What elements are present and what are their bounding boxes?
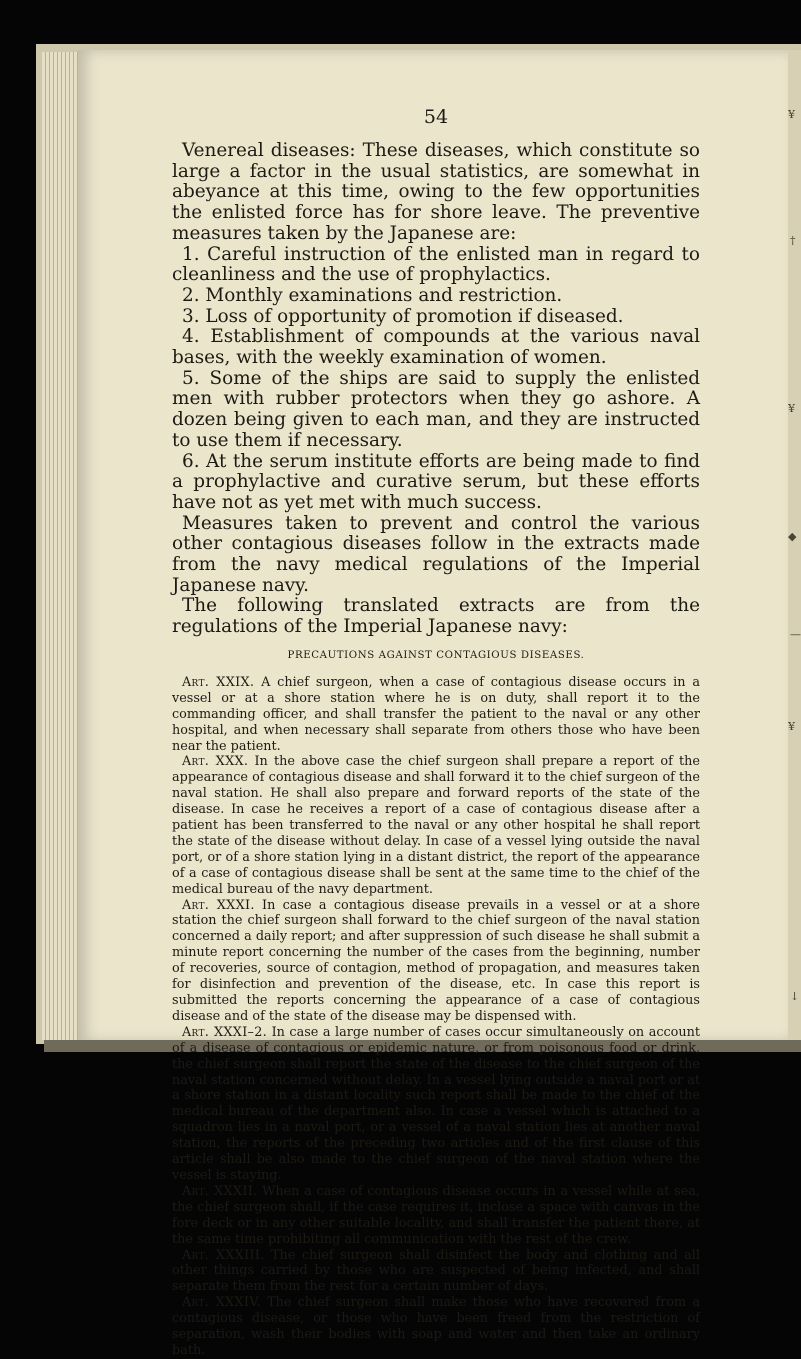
page-stack — [42, 52, 82, 1040]
page-content — [172, 105, 700, 1359]
margin-mark: — — [790, 628, 801, 641]
article-text: In the above case the chief surgeon shall prepare a report of the appearance of contagious disease and shall forward it to the chief surgeon of the naval station. He shall also prepare and forward reports of the state of the disease. In case he receives a report of a case of contagious disease after a patient has been transferred to the naval or any other hospital he shall report the state of the disease without delay. In case of a vessel lying outside the naval port, or of a shore station lying in a distant district, the report of the appearance of a case of contagious disease shall be sent at the same time to the chief of the medical bureau of the navy department. — [172, 754, 700, 897]
body-paragraph: The following translated extracts are from the regulations of the Imperial Japanese navy: — [172, 595, 700, 638]
article-paragraph — [172, 675, 700, 755]
article-label: Art. XXXI–2. — [182, 1024, 268, 1040]
article-text: When a case of contagious disease occurs in a vessel while at sea, the chief surgeon shall, if the case requires it, inclose a space with canvas in the fore deck or in any other suitable locality, and shall transfer the patient there, at the same time prohibiting all communication with the rest of the crew. — [172, 1183, 700, 1247]
measure-item: 1. Careful instruction of the enlisted man in regard to cleanliness and the use of prophylactics. — [172, 243, 700, 286]
margin-mark: ¥ — [788, 402, 795, 415]
measure-item: 4. Establishment of compounds at the various naval bases, with the weekly examination of women. — [172, 326, 700, 369]
article-text: A chief surgeon, when a case of contagious disease occurs in a vessel or at a shore station where he is on duty, shall report it to the commanding officer, and shall transfer the patient to the naval or any other hospital, and when necessary shall separate from others those who have been near the patient. — [172, 674, 700, 754]
next-page-edge — [788, 50, 801, 1042]
article-text: The chief surgeon shall disinfect the body and clothing and all other things carried by those who are suspected of being infected, and shall separate them from the rest for a certain number of days. — [172, 1247, 700, 1295]
page-number: 54 — [423, 106, 449, 128]
article-paragraph — [172, 1295, 700, 1359]
article-paragraph — [172, 754, 700, 897]
margin-mark: ↓ — [790, 990, 800, 1003]
intro-paragraph: Venereal diseases: These diseases, which constitute so large a factor in the usual statistics, are somewhat in abeyance at this time, owing to the few opportunities the enlisted force has for shore leave. The preventive measures taken by the Japanese are: — [172, 140, 700, 244]
measure-item: 6. At the serum institute efforts are being made to find a prophylactive and curative serum, but these efforts have not as yet met with much success. — [172, 450, 700, 513]
article-paragraph — [172, 898, 700, 1025]
article-label: Art. XXXIII. — [182, 1247, 265, 1263]
article-label: Art. XXXI. — [182, 897, 255, 913]
article-label: Art. XXX. — [182, 754, 249, 770]
section-heading: PRECAUTIONS AGAINST CONTAGIOUS DISEASES. — [287, 649, 585, 661]
measure-item: 2. Monthly examinations and restriction. — [182, 284, 563, 306]
body-paragraph: Measures taken to prevent and control the various other contagious diseases follow in the extracts made from the navy medical regulations of the Imperial Japanese navy. — [172, 512, 700, 596]
article-text: In case a contagious disease prevails in a vessel or at a shore station the chief surgeon shall forward to the chief surgeon of the naval station concerned a daily report; and after suppression of such disease he shall submit a minute report concerning the number of the cases from the beginning, number of recoveries, source of contagion, method of propagation, and measures taken for disinfection and prevention of the disease, etc. In case this report is submitted the reports concerning the appearance of a case of contagious disease and of the state of the disease may be dispensed with. — [172, 897, 701, 1024]
article-label: Art. XXXII. — [182, 1183, 258, 1199]
article-paragraph — [172, 1248, 700, 1296]
article-text: In case a large number of cases occur simultaneously on account of a disease of contagious or epidemic nature, or from poisonous food or drink, the chief surgeon shall report the state of the disease to the chief surgeon of the naval station concerned without delay. In a vessel lying outside a naval port or at a shore station in a distant locality such report shall be made to the chief of the medical bureau of the department also. In case a vessel which is attached to a squadron lies in a naval port, or a vessel of a naval station lies at another naval station, the reports of the preceding two articles and of the first clause of this article shall be also made to the chief surgeon of the naval station where the vessel is staying. — [172, 1024, 700, 1183]
article-label: Art. XXIX. — [182, 674, 255, 690]
measure-item: 5. Some of the ships are said to supply the enlisted men with rubber protectors when they go ashore. A dozen being given to each man, and they are instructed to use them if necessary. — [172, 367, 700, 451]
margin-mark: ◆ — [788, 530, 797, 543]
article-text: The chief surgeon shall make those who have recovered from a contagious disease, or those who have been freed from the restriction of separation, wash their bodies with soap and water and then take an ordinary bath. — [172, 1295, 700, 1358]
article-label: Art. XXXIV. — [182, 1295, 261, 1311]
margin-mark: ¥ — [788, 108, 795, 121]
margin-mark: ¥ — [788, 720, 795, 733]
article-paragraph — [172, 1184, 700, 1248]
measure-item: 3. Loss of opportunity of promotion if diseased. — [182, 305, 624, 327]
margin-mark: † — [790, 234, 796, 247]
article-paragraph — [172, 1025, 700, 1184]
